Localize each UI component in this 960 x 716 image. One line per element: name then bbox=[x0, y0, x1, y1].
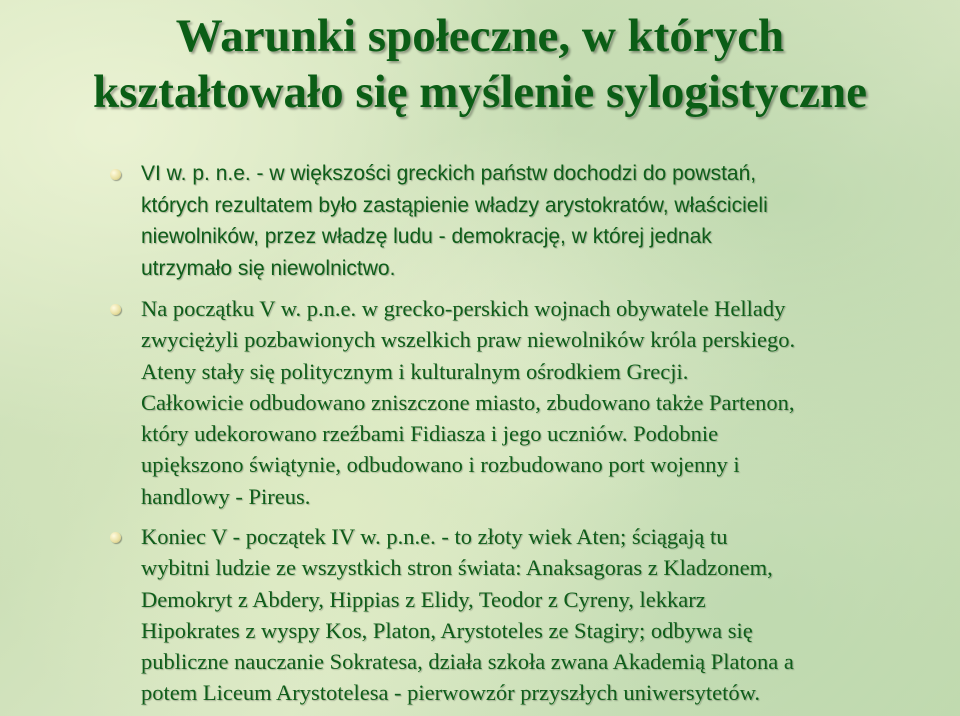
bullet-3-line-4: Hipokrates z wyspy Kos, Platon, Arystoteles ze Stagiry; odbywa się bbox=[141, 617, 753, 643]
slide-title bbox=[0, 8, 960, 120]
title-line-2: kształtowało się myślenie sylogistyczne bbox=[92, 66, 868, 118]
bullet-2-line-5: który udekorowano rzeźbami Fidiasza i jego uczniów. Podobnie bbox=[141, 421, 719, 447]
bullet-2-line-6: upiększono świątynie, odbudowano i rozbudowano port wojenny i bbox=[141, 452, 740, 478]
bullet-3-line-5: publiczne nauczanie Sokratesa, działa szkoła zwana Akademią Platona a bbox=[141, 649, 794, 675]
bullet-3-line-2: wybitni ludzie ze wszystkich stron świata: Anaksagoras z Kladzonem, bbox=[141, 555, 773, 581]
bullet-item-1 bbox=[141, 158, 941, 284]
bullet-item-2 bbox=[141, 293, 941, 512]
bullet-3-line-6: potem Liceum Arystotelesa - pierwowzór przyszłych uniwersytetów. bbox=[141, 680, 760, 706]
bullet-marker-icon bbox=[110, 532, 121, 543]
bullet-2-line-1: Na początku V w. p.n.e. w grecko-perskich wojnach obywatele Hellady bbox=[141, 296, 786, 321]
bullet-item-3 bbox=[141, 521, 941, 709]
bullet-marker-icon bbox=[110, 304, 121, 315]
bullet-2-line-4: Całkowicie odbudowano zniszczone miasto, zbudowano także Partenon, bbox=[141, 389, 795, 415]
title-line-1: Warunki społeczne, w których bbox=[175, 10, 785, 62]
bullet-3-line-3: Demokryt z Abdery, Hippias z Elidy, Teodor z Cyreny, lekkarz bbox=[141, 586, 706, 612]
bullet-3-line-1: Koniec V - początek IV w. p.n.e. - to złoty wiek Aten; ściągają tu bbox=[141, 524, 728, 549]
bullet-1-line-3: niewolników, przez władzę ludu - demokrację, w której jednak bbox=[141, 225, 712, 248]
bullet-1-line-4: utrzymało się niewolnictwo. bbox=[141, 256, 396, 280]
bullet-1-line-1: VI w. p. n.e. - w większości greckich państw dochodzi do powstań, bbox=[141, 162, 757, 185]
bullet-2-line-3: Ateny stały się politycznym i kulturalnym ośrodkiem Grecji. bbox=[141, 358, 689, 384]
bullet-2-line-7: handlowy - Pireus. bbox=[141, 483, 311, 509]
bullet-2-line-2: zwyciężyli pozbawionych wszelkich praw niewolników króla perskiego. bbox=[141, 327, 796, 353]
bullet-1-line-2: których rezultatem było zastąpienie władzy arystokratów, właścicieli bbox=[141, 193, 768, 217]
bullet-marker-icon bbox=[110, 169, 121, 180]
